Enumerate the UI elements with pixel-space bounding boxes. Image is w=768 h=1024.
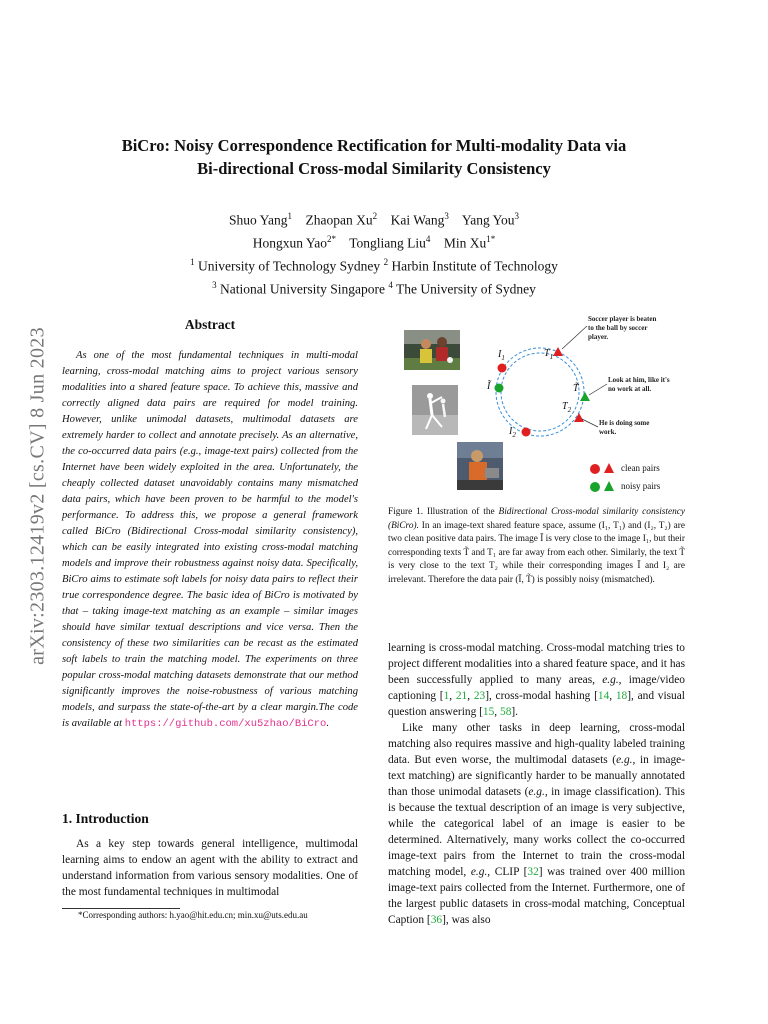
authors-line-2 [60,230,688,253]
affil-marker: 4 [388,280,393,290]
author-affil: 2 [372,211,378,221]
abstract-heading: Abstract [184,317,236,332]
affiliations-line-2 [60,276,688,299]
abstract-end: . [326,718,329,729]
affiliations-line-1 [60,253,688,276]
figure-1 [398,312,694,504]
caption-italic: Bidirectional Cross-modal similarity consistency (BiCro). [388,507,686,531]
note-t2: He is doing some work. [599,419,650,436]
author-block [60,207,688,299]
note-t-tilde: Look at him, like it's no work at all. [608,376,670,393]
section-heading-introduction: 1. Introduction [62,811,149,826]
citation-link[interactable]: 15 [482,706,495,718]
legend-noisy-triangle [604,481,614,491]
t1-pointer [562,326,587,349]
abstract-body: As one of the most fundamental techniques in multi-modal learning, cross-modal matching aims to project various sensory modalities into a shared feature space. To achieve this, massive and correctly aligned data pairs are required for model training. However, unlike unimodal datasets, multimodal datasets are extremely harder to collect and annotate precisely. As an alternative, the co-occurred data pairs (e.g., image-text pairs) collected from the Internet have been widely exploited in the area. Unfortunately, the cheaply collected dataset unavoidably contains many mismatched data pairs, which have been proven to be harmful to the model's performance. To address this, we propose a general framework called BiCro (Bidirectional Cross-modal similarity consistency), which can be easily integrated into existing cross-modal matching models and improve their robustness against noisy data. Specifically, BiCro aims to estimate soft labels for noisy data pairs to reflect their true correspondence degree. The basic idea of BiCro is motivated by that – taking image-text matching as an example – similar images should have similar textual descriptions and vice versa. Then the consistency of these two similarities can be recast as the estimated soft labels to train the matching model. The experiments on three popular cross-modal matching datasets demonstrate that our method significantly improves the noise-robustness of various matching models, and surpass the state-of-the-art by a clear margin.The code is available at [62,350,358,729]
affil-marker: 2 [383,257,389,267]
author-name: Zhaopan Xu [305,212,373,228]
caption-label: Figure 1. [388,507,424,517]
citation-link[interactable]: 36 [430,914,443,926]
affiliation: National University Singapore [220,281,385,297]
footnote-divider [62,908,180,909]
author-name: Yang You [461,212,515,228]
author-name: Min Xu [443,235,487,251]
feature-space-circle-inner [501,353,579,431]
title-line-1: BiCro: Noisy Correspondence Rectification for Multi-modality Data via [121,136,627,155]
affiliation: University of Technology Sydney [198,258,381,274]
citation-link[interactable]: 58 [500,706,512,718]
author-affil: 3 [514,211,520,221]
t-tilde-pointer [589,384,607,395]
citation-link[interactable]: 14 [597,690,610,702]
author-affil: 4 [425,234,431,244]
arxiv-sidebar [10,276,66,716]
citation-link[interactable]: 1 [443,690,450,702]
citation-link[interactable]: 18 [615,690,628,702]
author-affil: 1* [486,234,496,244]
label-t2: $T_2$ [562,401,572,414]
feature-space-circle-outer [496,348,584,436]
affil-marker: 1 [190,257,195,267]
label-t1: $T_1$ [544,348,554,361]
label-i-tilde: Ĩ [487,381,491,392]
paper-title [60,134,688,180]
author-name: Shuo Yang [228,212,288,228]
t-tilde-marker [580,392,590,401]
i1-marker [498,364,507,373]
label-i2: $I_2$ [509,426,516,439]
author-name: Kai Wang [390,212,445,228]
author-name: Tongliang Liu [349,235,426,251]
caption-intro: Illustration of the [427,507,499,517]
note-t1: Soccer player is beaten to the ball by soccer player. [588,315,657,341]
arxiv-identifier: arXiv:2303.12419v2 [cs.CV] 8 Jun 2023 [26,327,49,665]
affiliation: The University of Sydney [396,281,536,297]
citation-link[interactable]: 32 [527,866,539,878]
citation-link[interactable]: 23 [473,690,486,702]
affiliation: Harbin Institute of Technology [391,258,558,274]
i-tilde-marker [495,384,504,393]
affil-marker: 3 [212,280,217,290]
legend-noisy-dot [590,482,600,492]
code-link[interactable]: https://github.com/xu5zhao/BiCro [124,718,327,730]
right-paragraph-2: Like many other tasks in deep learning, cross-modal matching also requires massive and high-quality labeled training data. But even worse, the multimodal datasets (e.g., in image-text matching) are significantly harder to be manually annotated than those unimodal datasets (e.g., in image classification). This is because the textual description of an image is very subjective, while the categorical label of an image is easier to be determined. Alternatively, many works collect the co-occurred image-text pairs from the Internet to train the cross-modal matching model, e.g., CLIP [32] was trained over 400 million image-text pairs collected from the Internet. Furthermore, one of the largest public datasets in cross-modal matching, Conceptual Caption [36], was also [388,722,686,926]
authors-line-1 [60,207,688,230]
legend-noisy-label: noisy pairs [621,481,661,491]
citation-link[interactable]: 21 [455,690,468,702]
author-affil: 2* [326,234,336,244]
author-affil: 1 [287,211,292,221]
footnote: *Corresponding authors: h.yao@hit.edu.cn; min.xu@uts.edu.au [78,910,308,920]
abstract-text [62,348,358,732]
intro-paragraph: As a key step towards general intelligence, multimodal learning aims to endow an agent with the ability to extract and understand information from various sensory modalities. One of the most fundamental techniques in multimodal [62,838,358,898]
right-column-body [388,640,685,928]
figure-1-caption [388,506,685,587]
t1-marker [553,347,563,356]
legend-clean-dot [590,464,600,474]
legend-clean-label: clean pairs [621,463,660,473]
right-paragraph-1: learning is cross-modal matching. Cross-modal matching tries to project different modalities into a shared feature space, and it has been successfully applied to many areas, e.g., image/video captioning [1, 21, 23], cross-modal hashing [14, 18], and visual question answering [15, 58]. [388,642,686,718]
t2-pointer [582,419,598,427]
title-line-2: Bi-directional Cross-modal Similarity Consistency [197,159,551,178]
author-affil: 3 [444,211,449,221]
author-name: Hongxun Yao [252,235,327,251]
label-i1: $I_1$ [498,349,505,362]
label-t-tilde: T̃ [573,383,579,394]
caption-rest: In an image-text shared feature space, assume (I₁, T₁) and (I₂, T₂) are two clean positive data pairs. The image Ĩ is very close to the image I₁, but their corresponding texts T̃ and T₁ are far away from each other. Similarly, the text T̃ is very close to the text T₂ while their corresponding images Ĩ and I₂ are irrelevant. Therefore the data pair (Ĩ, T̃) is possibly noisy (mismatched). [388,520,685,585]
i2-marker [522,428,531,437]
legend-clean-triangle [604,463,614,473]
